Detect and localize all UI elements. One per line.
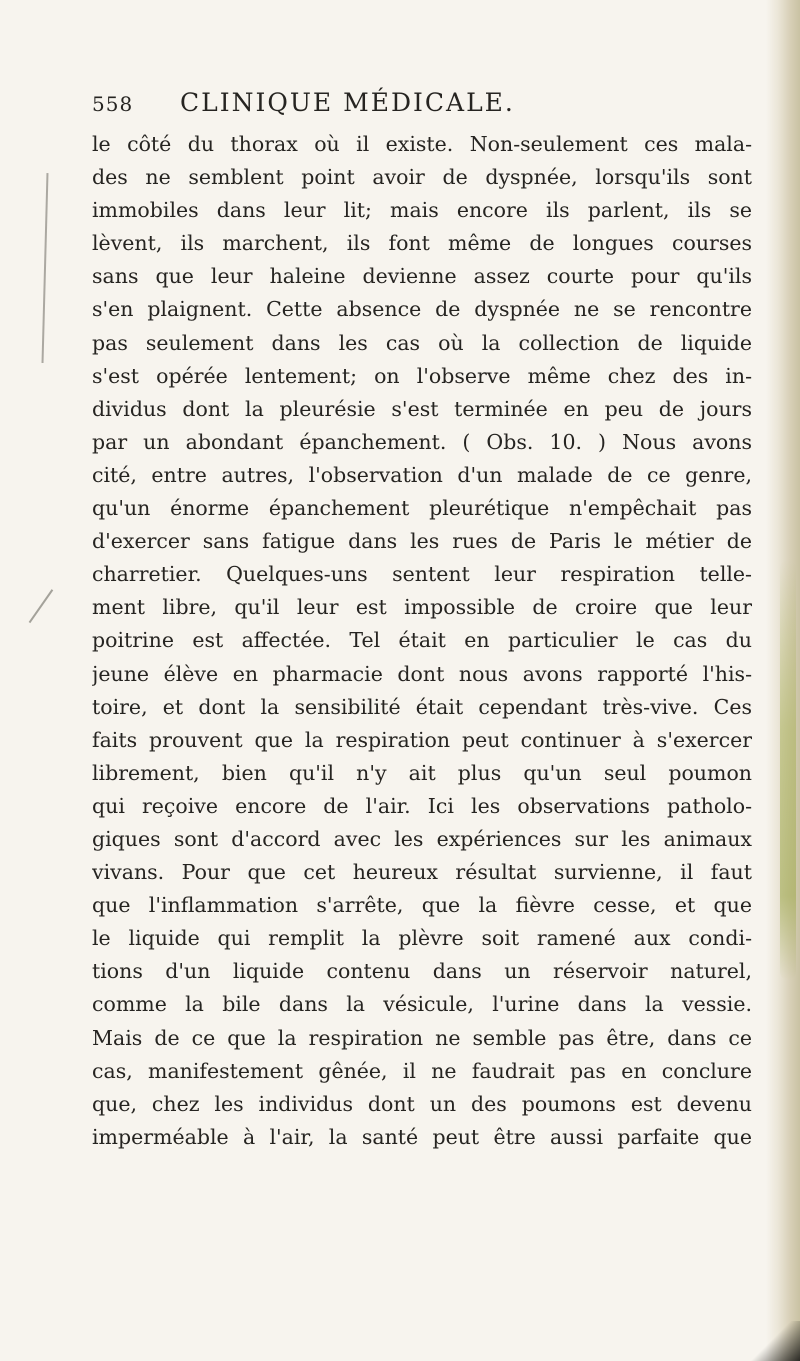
margin-pencil-mark bbox=[42, 173, 48, 363]
text-line: toire, et dont la sensibilité était cependant très-vive. Ces bbox=[92, 694, 752, 719]
text-line: que, chez les individus dont un des poumons est devenu bbox=[92, 1091, 752, 1116]
text-line: ment libre, qu'il leur est impossible de croire que leur bbox=[92, 595, 752, 620]
running-title: CLINIQUE MÉDICALE. bbox=[180, 88, 515, 117]
text-line: Mais de ce que la respiration ne semble pas être, dans ce bbox=[92, 1025, 752, 1050]
page-edge-stain bbox=[780, 560, 796, 980]
text-line: giques sont d'accord avec les expériences sur les animaux bbox=[92, 826, 752, 851]
margin-pencil-slash bbox=[29, 589, 53, 623]
text-line: par un abondant épanchement. ( Obs. 10. ) Nous avons bbox=[92, 429, 752, 454]
text-line: sans que leur haleine devienne assez courte pour qu'ils bbox=[92, 264, 752, 289]
text-line: jeune élève en pharmacie dont nous avons rapporté l'his- bbox=[92, 661, 752, 686]
text-line: vivans. Pour que cet heureux résultat survienne, il faut bbox=[92, 860, 752, 885]
text-line: faits prouvent que la respiration peut continuer à s'exercer bbox=[92, 727, 752, 752]
text-line: imperméable à l'air, la santé peut être aussi parfaite que bbox=[92, 1124, 752, 1149]
text-line: poitrine est affectée. Tel était en particulier le cas du bbox=[92, 628, 752, 653]
text-line: cité, entre autres, l'observation d'un malade de ce genre, bbox=[92, 462, 752, 487]
text-line: que l'inflammation s'arrête, que la fièvre cesse, et que bbox=[92, 893, 752, 918]
text-line: cas, manifestement gênée, il ne faudrait pas en conclure bbox=[92, 1058, 752, 1083]
text-line: librement, bien qu'il n'y ait plus qu'un seul poumon bbox=[92, 760, 752, 785]
page-number: 558 bbox=[92, 92, 134, 116]
text-line: s'en plaignent. Cette absence de dyspnée ne se rencontre bbox=[92, 297, 752, 322]
text-line: immobiles dans leur lit; mais encore ils parlent, ils se bbox=[92, 198, 752, 223]
page-corner-shadow bbox=[730, 1321, 800, 1361]
text-line: qui reçoive encore de l'air. Ici les observations patholo- bbox=[92, 793, 752, 818]
running-header bbox=[92, 88, 712, 118]
text-line: tions d'un liquide contenu dans un réservoir naturel, bbox=[92, 959, 752, 984]
text-line: d'exercer sans fatigue dans les rues de Paris le métier de bbox=[92, 529, 752, 554]
text-line: comme la bile dans la vésicule, l'urine dans la vessie. bbox=[92, 992, 752, 1017]
text-line: qu'un énorme épanchement pleurétique n'empêchait pas bbox=[92, 496, 752, 521]
text-line: le liquide qui remplit la plèvre soit ramené aux condi- bbox=[92, 926, 752, 951]
text-line: pas seulement dans les cas où la collection de liquide bbox=[92, 330, 752, 355]
text-line: s'est opérée lentement; on l'observe même chez des in- bbox=[92, 363, 752, 388]
text-line: charretier. Quelques-uns sentent leur respiration telle- bbox=[92, 562, 752, 587]
text-line: lèvent, ils marchent, ils font même de longues courses bbox=[92, 231, 752, 256]
text-line: dividus dont la pleurésie s'est terminée en peu de jours bbox=[92, 396, 752, 421]
body-text bbox=[92, 128, 752, 1154]
text-line: des ne semblent point avoir de dyspnée, lorsqu'ils sont bbox=[92, 165, 752, 190]
text-line: le côté du thorax où il existe. Non-seulement ces mala- bbox=[92, 132, 752, 156]
